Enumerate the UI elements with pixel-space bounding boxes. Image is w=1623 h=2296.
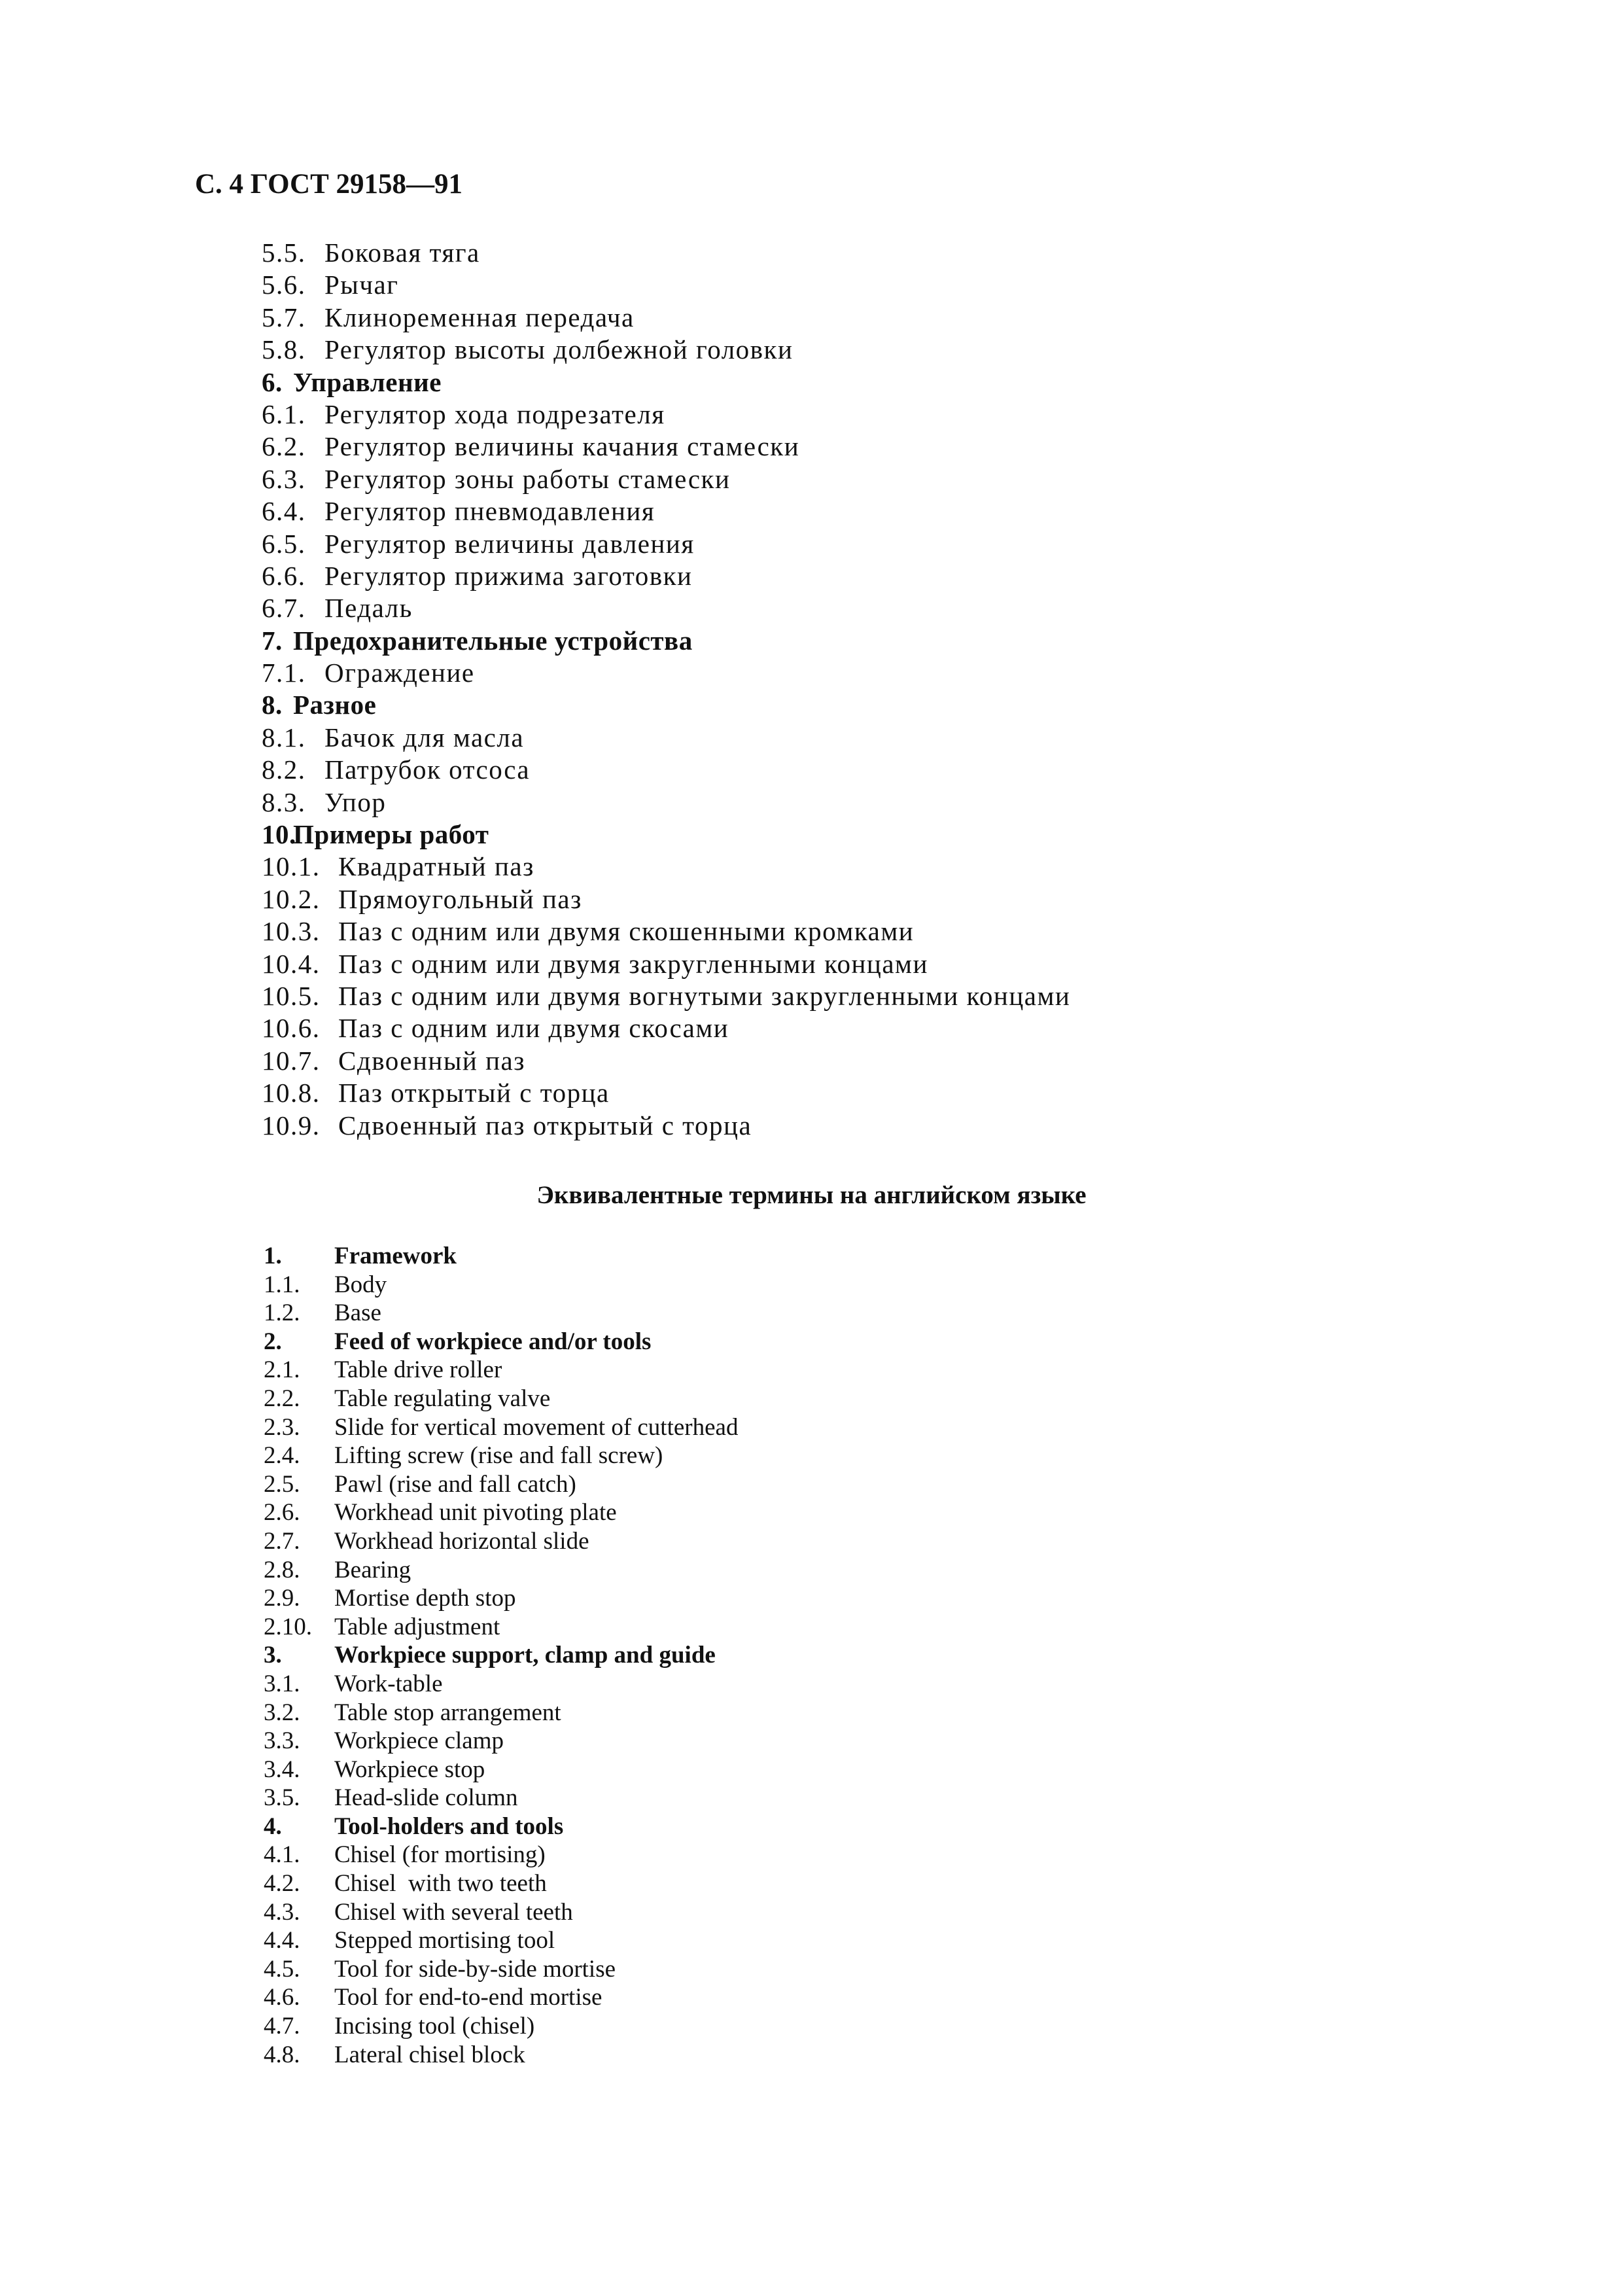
term-row — [264, 1812, 1507, 1841]
term-number: 2.9. — [264, 1585, 300, 1612]
term-row — [262, 463, 1505, 495]
term-text: Регулятор прижима заготовки — [324, 560, 693, 591]
term-row — [264, 1527, 1507, 1556]
term-number: 5.8. — [262, 334, 306, 365]
term-number: 5.6. — [262, 270, 306, 300]
term-number: 3.3. — [264, 1727, 300, 1755]
term-number: 8.3. — [262, 786, 306, 817]
term-row — [262, 851, 1505, 883]
term-text: Incising tool (chisel) — [334, 2013, 535, 2040]
term-text: Боковая тяга — [324, 238, 480, 268]
term-number: 4.5. — [264, 1955, 300, 1983]
term-row — [262, 754, 1505, 786]
term-number: 2.5. — [264, 1470, 300, 1498]
term-number: 6.7. — [262, 593, 306, 624]
term-text: Квадратный паз — [338, 851, 534, 882]
term-row — [264, 1613, 1507, 1642]
term-number: 4. — [264, 1812, 282, 1840]
term-text: Workhead horizontal slide — [334, 1527, 589, 1555]
term-row — [262, 786, 1505, 819]
term-number: 2. — [264, 1328, 282, 1355]
term-number: 10.8. — [262, 1078, 321, 1108]
term-number: 10.2. — [262, 883, 321, 914]
term-number: 1.2. — [264, 1299, 300, 1327]
term-number: 2.3. — [264, 1413, 300, 1441]
term-text: Регулятор зоны работы стамески — [324, 463, 731, 494]
term-text: Упор — [324, 786, 387, 817]
term-row — [262, 1045, 1505, 1077]
term-text: Сдвоенный паз — [338, 1045, 525, 1076]
page-header: С. 4 ГОСТ 29158—91 — [195, 169, 463, 200]
term-number: 6.4. — [262, 496, 306, 527]
term-number: 4.6. — [264, 1984, 300, 2011]
term-number: 10.9. — [262, 1110, 321, 1140]
term-number: 1.1. — [264, 1271, 300, 1298]
term-row — [264, 1727, 1507, 1756]
term-row — [262, 980, 1505, 1012]
term-text: Tool-holders and tools — [334, 1812, 564, 1840]
term-number: 4.8. — [264, 2041, 300, 2068]
term-row — [262, 495, 1505, 527]
term-number: 3.5. — [264, 1784, 300, 1812]
term-row — [262, 528, 1505, 560]
term-number: 1. — [264, 1243, 282, 1269]
term-number: 4.1. — [264, 1841, 300, 1869]
term-row — [262, 657, 1505, 689]
term-number: 10.5. — [262, 980, 321, 1011]
term-row — [264, 1556, 1507, 1585]
term-row — [264, 1983, 1507, 2012]
term-text: Паз с одним или двумя скошенными кромками — [338, 916, 915, 947]
term-number: 6.6. — [262, 560, 306, 591]
term-row — [262, 722, 1505, 754]
term-text: Бачок для масла — [324, 722, 525, 752]
term-text: Framework — [334, 1243, 457, 1269]
term-text: Предохранительные устройства — [293, 625, 693, 656]
term-number: 8. — [262, 690, 283, 720]
term-text: Mortise depth stop — [334, 1585, 516, 1612]
term-row — [264, 1441, 1507, 1470]
term-row — [264, 1498, 1507, 1527]
term-row — [262, 269, 1505, 301]
term-row — [262, 1077, 1505, 1109]
term-number: 2.1. — [264, 1356, 300, 1384]
term-number: 8.2. — [262, 754, 306, 785]
term-number: 7.1. — [262, 658, 306, 688]
term-row — [264, 1955, 1507, 1984]
term-number: 4.7. — [264, 2013, 300, 2040]
term-number: 2.6. — [264, 1499, 300, 1527]
term-row — [262, 237, 1505, 269]
term-number: 10.4. — [262, 948, 321, 979]
term-text: Прямоугольный паз — [338, 883, 582, 914]
term-number: 10.6. — [262, 1013, 321, 1044]
term-row — [264, 1699, 1507, 1727]
term-row — [262, 366, 1505, 398]
term-number: 10.7. — [262, 1045, 321, 1076]
term-row — [264, 1385, 1507, 1413]
english-section-title: Эквивалентные термины на английском языке — [536, 1181, 1087, 1209]
term-row — [262, 334, 1505, 366]
term-number: 6.3. — [262, 463, 306, 494]
term-text: Table stop arrangement — [334, 1699, 561, 1726]
term-text: Workpiece support, clamp and guide — [334, 1642, 716, 1669]
term-row — [262, 1110, 1505, 1142]
term-text: Ограждение — [324, 658, 475, 688]
term-row — [262, 560, 1505, 592]
term-text: Регулятор хода подрезателя — [324, 398, 665, 429]
term-row — [264, 1413, 1507, 1442]
term-row — [264, 2041, 1507, 2070]
term-text: Work-table — [334, 1670, 443, 1697]
term-text: Паз открытый с торца — [338, 1078, 610, 1108]
term-row — [262, 915, 1505, 947]
term-number: 10.1. — [262, 851, 321, 882]
term-row — [264, 1869, 1507, 1898]
term-number: 5.5. — [262, 238, 306, 268]
term-text: Base — [334, 1299, 381, 1327]
term-row — [262, 883, 1505, 915]
term-text: Регулятор величины давления — [324, 528, 695, 559]
term-text: Управление — [293, 366, 442, 397]
term-text: Регулятор величины качания стамески — [324, 431, 800, 462]
term-number: 10. — [262, 819, 296, 850]
term-text: Педаль — [324, 593, 413, 624]
term-text: Workhead unit pivoting plate — [334, 1499, 617, 1527]
term-number: 6.2. — [262, 431, 306, 462]
term-row — [262, 592, 1505, 624]
term-row — [262, 689, 1505, 721]
term-number: 4.4. — [264, 1927, 300, 1954]
term-text: Патрубок отсоса — [324, 754, 531, 785]
term-row — [264, 1299, 1507, 1328]
term-number: 2.7. — [264, 1527, 300, 1555]
term-text: Chisel with several teeth — [334, 1898, 573, 1926]
term-number: 7. — [262, 625, 283, 656]
term-text: Сдвоенный паз открытый с торца — [338, 1110, 752, 1140]
term-row — [264, 1271, 1507, 1299]
term-row — [262, 819, 1505, 851]
term-text: Tool for side-by-side mortise — [334, 1955, 616, 1983]
term-number: 2.4. — [264, 1442, 300, 1470]
term-text: Table regulating valve — [334, 1385, 551, 1412]
term-text: Tool for end-to-end mortise — [334, 1984, 602, 2011]
term-text: Клиноременная передача — [324, 302, 635, 332]
russian-terms-list — [262, 237, 1505, 1142]
term-row — [262, 948, 1505, 980]
term-number: 8.1. — [262, 722, 306, 752]
term-number: 6.5. — [262, 528, 306, 559]
term-number: 3.2. — [264, 1699, 300, 1726]
term-text: Bearing — [334, 1556, 411, 1583]
term-row — [264, 1328, 1507, 1356]
term-row — [264, 1356, 1507, 1385]
term-text: Stepped mortising tool — [334, 1927, 555, 1954]
term-row — [264, 1584, 1507, 1613]
term-number: 3.1. — [264, 1670, 300, 1697]
term-text: Разное — [293, 690, 377, 720]
term-text: Table adjustment — [334, 1613, 500, 1640]
term-number: 2.10. — [264, 1613, 312, 1640]
term-number: 6. — [262, 366, 283, 397]
term-text: Body — [334, 1271, 387, 1298]
term-row — [264, 1641, 1507, 1670]
term-row — [264, 1898, 1507, 1927]
term-number: 6.1. — [262, 398, 306, 429]
term-number: 3. — [264, 1642, 282, 1669]
term-number: 3.4. — [264, 1756, 300, 1783]
term-number: 4.2. — [264, 1870, 300, 1898]
term-text: Pawl (rise and fall catch) — [334, 1470, 576, 1498]
term-number: 4.3. — [264, 1898, 300, 1926]
term-text: Регулятор высоты долбежной головки — [324, 334, 794, 365]
term-text: Slide for vertical movement of cutterhead — [334, 1413, 739, 1441]
term-row — [262, 302, 1505, 334]
term-row — [264, 1784, 1507, 1812]
term-row — [264, 2012, 1507, 2041]
term-row — [264, 1756, 1507, 1784]
term-row — [264, 1242, 1507, 1271]
term-text: Паз с одним или двумя вогнутыми закругленными концами — [338, 980, 1071, 1011]
term-text: Workpiece stop — [334, 1756, 485, 1783]
term-text: Chisel (for mortising) — [334, 1841, 546, 1869]
term-text: Паз с одним или двумя скосами — [338, 1013, 729, 1044]
term-row — [264, 1841, 1507, 1869]
term-text: Chisel with two teeth — [334, 1870, 547, 1898]
term-text: Регулятор пневмодавления — [324, 496, 655, 527]
term-number: 2.8. — [264, 1556, 300, 1583]
term-text: Table drive roller — [334, 1356, 502, 1384]
term-row — [262, 625, 1505, 657]
term-row — [262, 398, 1505, 431]
term-text: Head-slide column — [334, 1784, 518, 1812]
term-row — [262, 1012, 1505, 1044]
term-row — [262, 431, 1505, 463]
term-number: 5.7. — [262, 302, 306, 332]
term-row — [264, 1470, 1507, 1499]
term-text: Паз с одним или двумя закругленными концами — [338, 948, 928, 979]
term-number: 2.2. — [264, 1385, 300, 1412]
english-terms-list — [264, 1242, 1507, 2069]
term-text: Примеры работ — [293, 819, 489, 850]
term-text: Workpiece clamp — [334, 1727, 504, 1755]
term-row — [264, 1926, 1507, 1955]
term-text: Рычаг — [324, 270, 399, 300]
term-text: Lifting screw (rise and fall screw) — [334, 1442, 663, 1470]
term-text: Feed of workpiece and/or tools — [334, 1328, 652, 1355]
term-row — [264, 1670, 1507, 1699]
term-text: Lateral chisel block — [334, 2041, 525, 2068]
term-number: 10.3. — [262, 916, 321, 947]
